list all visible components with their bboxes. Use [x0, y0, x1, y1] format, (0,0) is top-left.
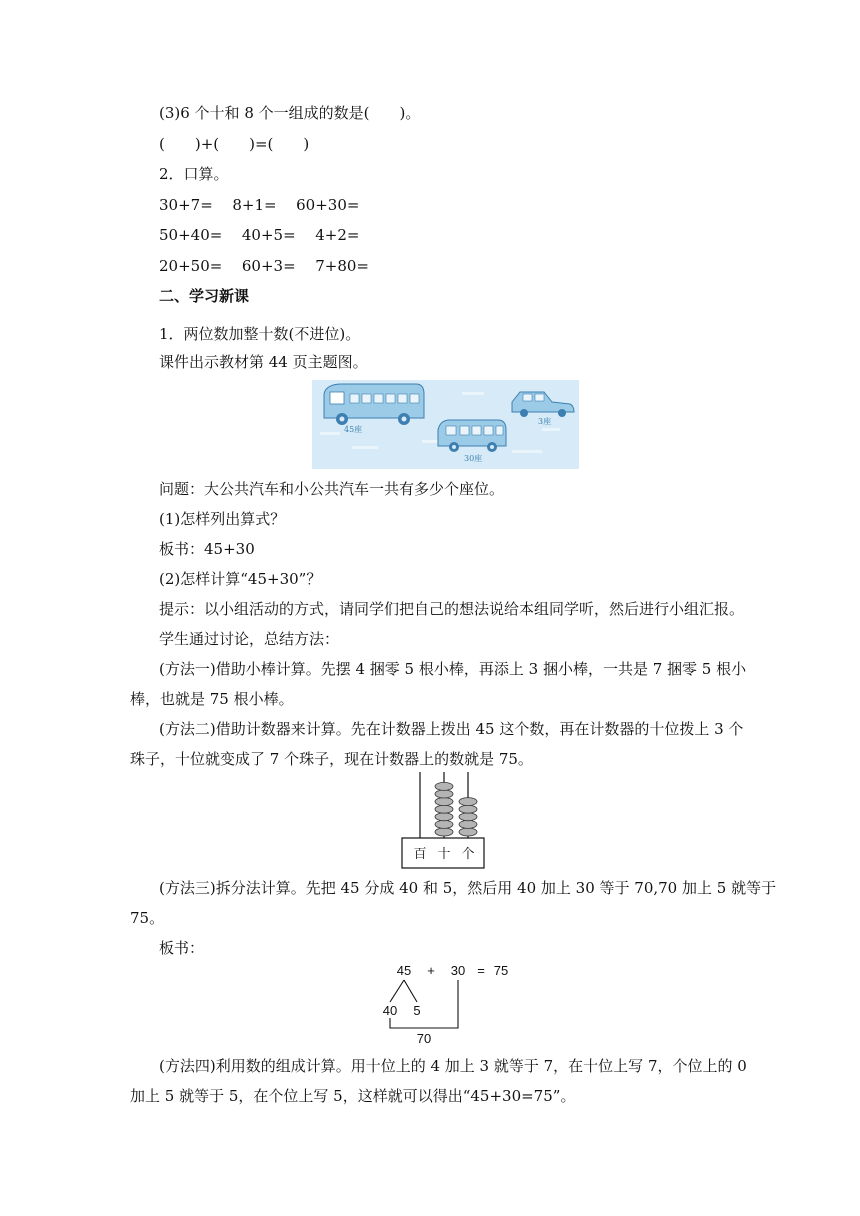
abacus-bead: [435, 798, 453, 806]
abacus-bead: [459, 798, 477, 806]
oral-item: 40+5=: [241, 226, 296, 244]
abacus-bead: [435, 813, 453, 821]
car-seats: 3座: [538, 417, 552, 426]
abacus-bead: [435, 782, 453, 790]
abacus-bead: [459, 805, 477, 813]
part-5: 5: [413, 1003, 421, 1018]
abacus-label-tens: 十: [437, 847, 451, 862]
abacus-bead: [435, 805, 453, 813]
abacus-bead: [435, 828, 453, 836]
method-4-line-2: 加上 5 就等于 5，在个位上写 5，这样就可以得出“45+30=75”。: [130, 1087, 576, 1105]
oral-item: 4+2=: [315, 226, 360, 244]
method-1-line-1: (方法一)借助小棒计算。先摆 4 捆零 5 根小棒，再添上 3 捆小棒，一共是 7 捆零 5 根小: [159, 660, 747, 678]
oral-item: 20+50=: [159, 257, 223, 275]
oral-item: 50+40=: [159, 226, 223, 244]
abacus-label-hundreds: 百: [413, 847, 427, 862]
question-text: 问题：大公共汽车和小公共汽车一共有多少个座位。: [159, 480, 505, 498]
abacus-bead: [459, 813, 477, 821]
courseware-note: 课件出示教材第 44 页主题图。: [159, 353, 368, 371]
abacus-bead: [459, 828, 477, 836]
abacus-diagram: [398, 772, 490, 872]
part-40: 40: [382, 1003, 398, 1018]
method-2-line-1: (方法二)借助计数器来计算。先在计数器上拨出 45 这个数，再在计数器的十位拨上 3 个: [159, 720, 744, 738]
addend-45: 45: [396, 963, 412, 978]
equals-sign: =: [477, 963, 485, 978]
small-bus-seats: 30座: [464, 454, 483, 463]
oral-item: 7+80=: [315, 257, 369, 275]
oral-row-2: [159, 225, 359, 245]
question-3: (3)6 个十和 8 个一组成的数是( )。: [159, 104, 421, 122]
oral-row-1: [159, 195, 359, 215]
abacus-label-ones: 个: [461, 847, 475, 862]
blank-equation: ( )+( )=( ): [159, 135, 310, 153]
lesson-item-1: 1．两位数加整十数(不进位)。: [159, 325, 361, 343]
board-writing-2: 板书：: [159, 939, 205, 957]
abacus-bead: [435, 790, 453, 798]
method-4-line-1: (方法四)利用数的组成计算。用十位上的 4 加上 3 就等于 7，在十位上写 7，个位上的 0: [159, 1057, 747, 1075]
oral-row-3: [159, 256, 369, 276]
split-lines: [390, 980, 458, 1028]
oral-item: 60+30=: [296, 196, 360, 214]
method-3-line-2: 75。: [130, 909, 165, 927]
oral-item: 60+3=: [241, 257, 296, 275]
method-3-line-1: (方法三)拆分法计算。先把 45 分成 40 和 5，然后用 40 加上 30 等于 70,70 加上 5 就等于: [159, 879, 777, 897]
abacus-bead: [435, 820, 453, 828]
oral-heading: 2．口算。: [159, 165, 229, 183]
board-writing-1: 板书：45+30: [159, 540, 255, 558]
summary-text: 学生通过讨论，总结方法：: [159, 630, 340, 648]
addend-30: 30: [450, 963, 466, 978]
hint-text: 提示：以小组活动的方式，请同学们把自己的想法说给本组同学听，然后进行小组汇报。: [159, 600, 745, 618]
oral-item: 30+7=: [159, 196, 213, 214]
sub-question-1: (1)怎样列出算式？: [159, 510, 286, 528]
plus-sign: +: [427, 963, 435, 978]
tens-beads: [435, 782, 453, 836]
big-bus-seats: 45座: [344, 425, 363, 434]
ones-beads: [459, 798, 477, 836]
abacus-bead: [459, 820, 477, 828]
result-75: 75: [493, 963, 509, 978]
method-1-line-2: 棒，也就是 75 根小棒。: [130, 690, 294, 708]
sum-70: 70: [416, 1031, 432, 1046]
method-2-line-2: 珠子，十位就变成了 7 个珠子，现在计数器上的数就是 75。: [130, 750, 533, 768]
split-diagram: [376, 960, 516, 1048]
bus-illustration: [312, 380, 579, 469]
section-title: 二、学习新课: [159, 287, 250, 305]
sub-question-2: (2)怎样计算“45+30”？: [159, 570, 322, 588]
oral-item: 8+1=: [232, 196, 277, 214]
